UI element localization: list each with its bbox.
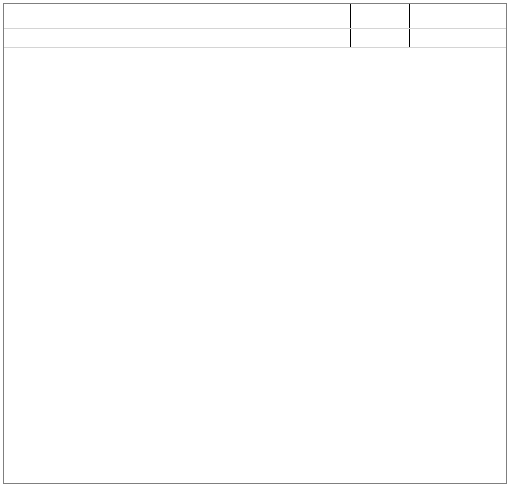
header-row-title: [4, 4, 506, 29]
empty-cell[interactable]: [118, 4, 350, 28]
price-table: [3, 3, 507, 484]
empty-cell[interactable]: [410, 4, 506, 28]
year-cell[interactable]: [350, 4, 410, 28]
title-cell[interactable]: [4, 4, 118, 28]
currency-cell[interactable]: [350, 29, 410, 47]
empty-cell[interactable]: [410, 29, 506, 47]
subtitle-cell[interactable]: [4, 29, 118, 47]
header-row-subtitle: [4, 29, 506, 48]
